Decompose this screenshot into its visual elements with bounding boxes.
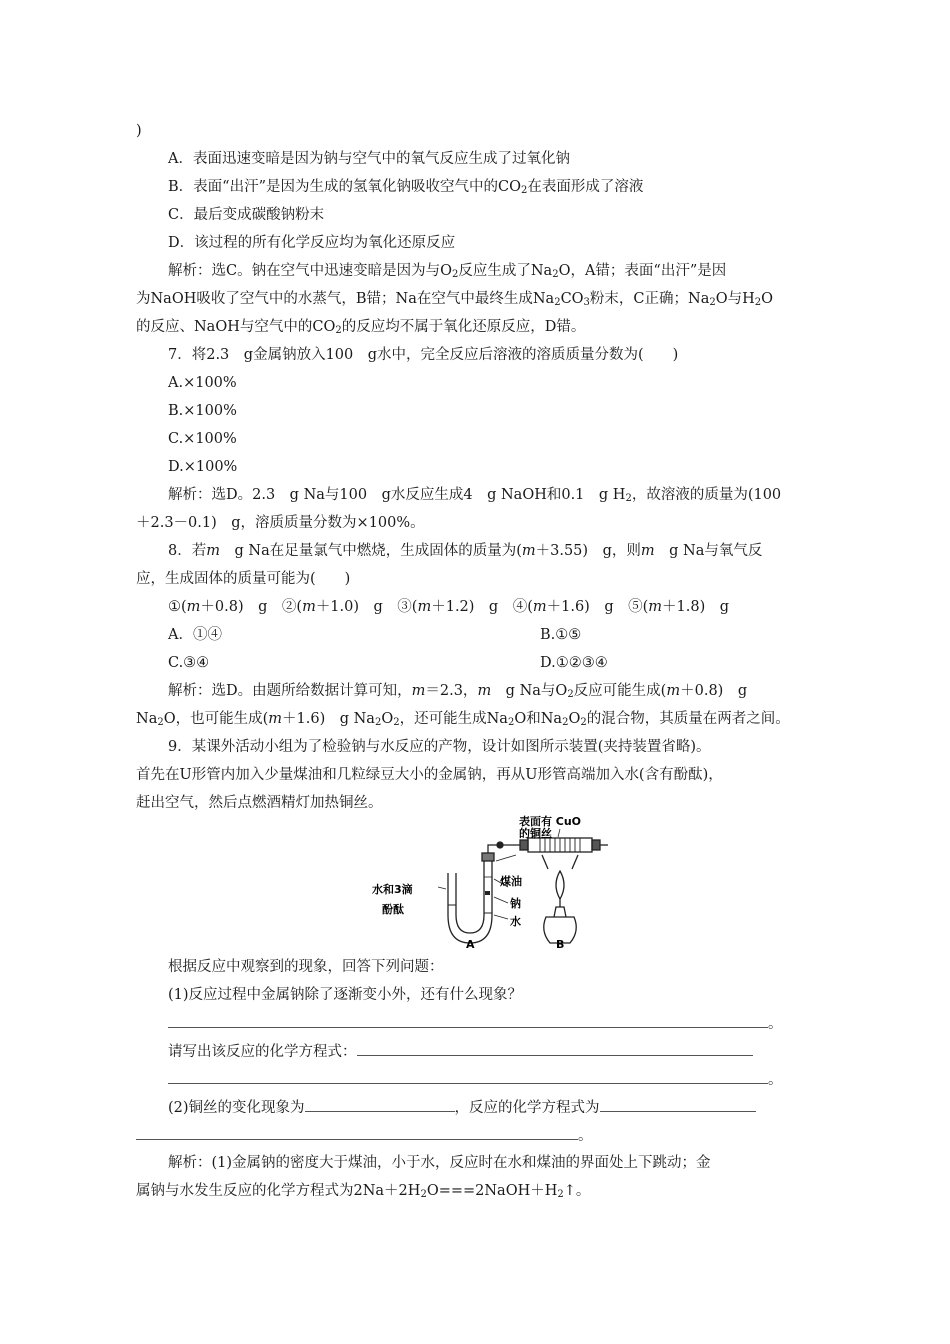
q7-option-d: D.×100% — [168, 459, 238, 475]
q9-intro: 根据反应中观察到的现象，回答下列问题： — [168, 959, 444, 975]
q6-analysis-line2: 为NaOH吸收了空气中的水蒸气，B错；Na在空气中最终生成$Na_2CO_3$粉末，C正确；$Na_2O$与$H_2O$ — [136, 291, 774, 308]
answer-blank[interactable] — [136, 1125, 578, 1140]
q9-part2: (2)铜丝的变化现象为 ，反应的化学方程式为 — [168, 1097, 756, 1118]
q9-analysis-line1: 解析：(1)金属钠的密度大于煤油，小于水，反应时在水和煤油的界面处上下跳动；金 — [168, 1155, 711, 1171]
q6-paren-close: ) — [136, 123, 142, 139]
q7-option-c: C.×100% — [168, 431, 237, 447]
label-a: A — [466, 938, 475, 950]
q6-analysis-line1: 解析：选C。钠在空气中迅速变暗是因为与$O_2$反应生成了$Na_2O$，A错；表面“出汗”是因 — [168, 263, 727, 280]
answer-blank[interactable] — [357, 1041, 753, 1056]
q8-stem-line1: 8．若m g Na在足量氯气中燃烧，生成固体的质量为(m＋3.55) g，则m g Na与氧气反 — [168, 543, 763, 559]
answer-blank[interactable] — [305, 1097, 455, 1112]
label-water-phenol-1: 水和3滴 — [372, 883, 413, 896]
q8-analysis-line1: 解析：选D。由题所给数据计算可知，m＝2.3，m g Na与$O_2$反应可能生成(m＋0.8) g — [168, 683, 748, 700]
q9-stem-line2: 首先在U形管内加入少量煤油和几粒绿豆大小的金属钠，再从U形管高端加入水(含有酚酞)， — [136, 767, 723, 783]
q7-option-b: B.×100% — [168, 403, 237, 419]
label-copper-2: 的铜丝 — [519, 827, 552, 840]
q7-analysis-line2: ＋2.3－0.1) g，溶质质量分数为×100%。 — [136, 515, 425, 531]
q8-option-a: A．①④ — [168, 627, 222, 643]
answer-blank[interactable] — [600, 1097, 756, 1112]
answer-blank[interactable] — [168, 1069, 768, 1084]
q9-part1-answer-blank: 。 — [168, 1013, 783, 1034]
answer-blank[interactable] — [168, 1013, 768, 1028]
label-water: 水 — [510, 915, 521, 928]
q7-analysis-line1: 解析：选D。2.3 g Na与100 g水反应生成4 g NaOH和0.1 g $H_2$，故溶液的质量为(100 — [168, 487, 782, 504]
u-tube-inner — [456, 859, 484, 933]
q8-analysis-line2: $Na_2O$，也可能生成(m＋1.6) g $Na_2O_2$，还可能生成$Na_2O$和$Na_2O_2$的混合物，其质量在两者之间。 — [136, 711, 790, 728]
label-b: B — [556, 938, 565, 950]
q9-part1-equation-blank: 。 — [168, 1069, 783, 1090]
q9-part2-blank: 。 — [136, 1125, 593, 1146]
apparatus-figure — [370, 815, 620, 950]
q6-option-c: C．最后变成碳酸钠粉末 — [168, 207, 325, 223]
copper-coil — [540, 838, 580, 852]
label-water-phenol-2: 酚酞 — [382, 903, 404, 916]
label-kerosene: 煤油 — [500, 875, 522, 888]
q9-analysis-line2: 属钠与水发生反应的化学方程式为$2Na+2H_2O===2NaOH+H_2↑$。 — [136, 1183, 591, 1200]
sodium-chunk — [485, 891, 490, 895]
q7-option-a: A.×100% — [168, 375, 237, 391]
q8-stem-line2: 应，生成固体的质量可能为( ) — [136, 571, 351, 587]
q8-choices: ①(m＋0.8) g ②(m＋1.0) g ③(m＋1.2) g ④(m＋1.6) g ⑤(m＋1.8) g — [168, 599, 730, 615]
q8-option-d: D.①②③④ — [540, 655, 608, 671]
q7-stem: 7．将2.3 g金属钠放入100 g水中，完全反应后溶液的溶质质量分数为( ) — [168, 347, 679, 363]
q8-option-c: C.③④ — [168, 655, 210, 671]
flame — [556, 871, 564, 899]
q9-stem-line3: 赶出空气，然后点燃酒精灯加热铜丝。 — [136, 795, 383, 811]
u-tube-outer — [448, 859, 492, 943]
q9-part1-equation: 请写出该反应的化学方程式： — [168, 1041, 753, 1062]
q9-part1: (1)反应过程中金属钠除了逐渐变小外，还有什么现象？ — [168, 987, 523, 1003]
label-sodium: 钠 — [510, 897, 521, 910]
q6-option-d: D．该过程的所有化学反应均为氧化还原反应 — [168, 235, 456, 251]
q6-analysis-line3: 的反应、NaOH与空气中的$CO_2$的反应均不属于氧化还原反应，D错。 — [136, 319, 586, 336]
q6-option-a: A．表面迅速变暗是因为钠与空气中的氧气反应生成了过氧化钠 — [168, 151, 570, 167]
q8-option-b: B.①⑤ — [540, 627, 582, 643]
label-copper-1: 表面有 CuO — [518, 815, 582, 828]
q6-option-b: B．表面“出汗”是因为生成的氢氧化钠吸收空气中的$CO_2$在表面形成了溶液 — [168, 179, 644, 196]
q9-stem-line1: 9．某课外活动小组为了检验钠与水反应的产物，设计如图所示装置(夹持装置省略)。 — [168, 739, 711, 755]
